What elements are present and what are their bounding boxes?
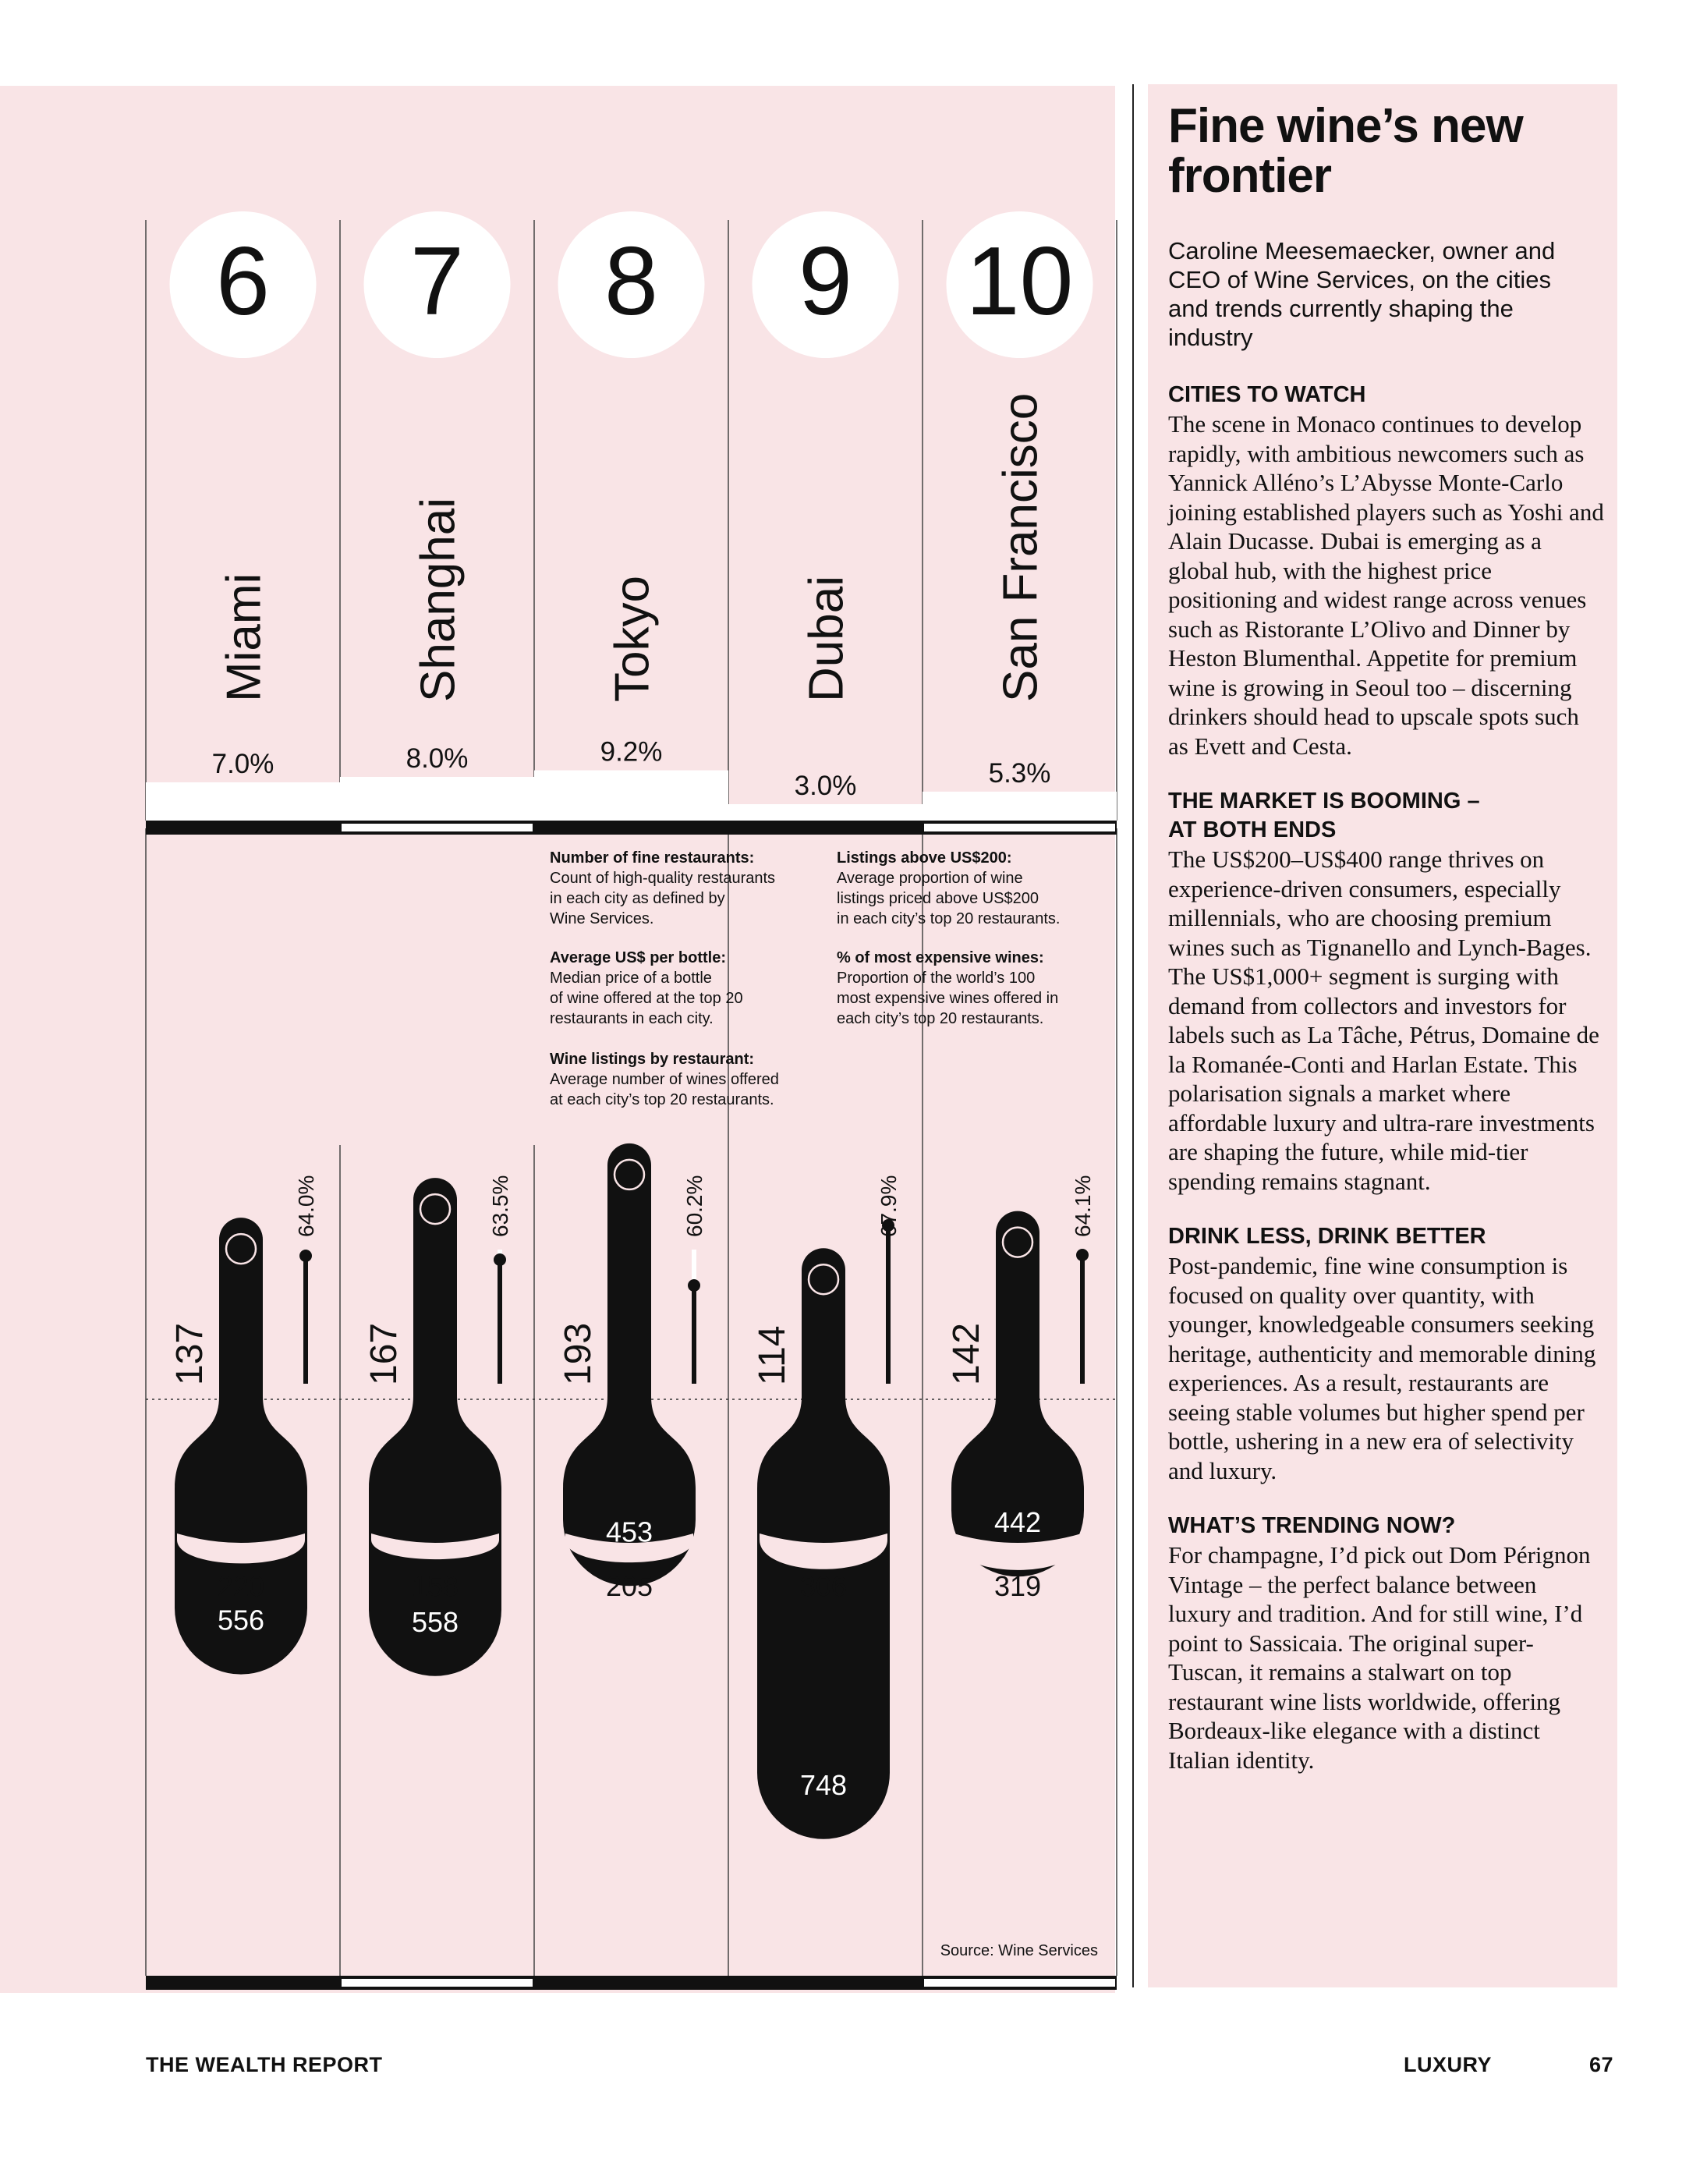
section-body: For champagne, I’d pick out Dom Pérignon Vintage – the perfect balance between luxury and tradition. And for still wine, I’d point to Sassicaia. The original super-Tuscan, it remains a stalwart on top restaurant wine lists worldwide, offering Bordeaux-like elegance with a distinct Italian identity. (1168, 1541, 1591, 1774)
rule-gap (924, 1979, 1115, 1987)
fine-restaurants-value: 137 (169, 1322, 211, 1385)
legend-text: listings priced above US$200 (837, 890, 1039, 907)
legend-text: Average proportion of wine (837, 870, 1023, 887)
legend-heading: Wine listings by restaurant: (550, 1051, 755, 1068)
legend-text: in each city as defined by (550, 890, 725, 907)
city-name: Tokyo (605, 576, 660, 702)
above-200-label: 64.1% (1071, 1175, 1095, 1237)
above-200-label: 60.2% (682, 1175, 707, 1237)
avg-price-value: 220 (217, 1570, 265, 1602)
article-sections (1168, 381, 1605, 1801)
legend-text: Proportion of the world’s 100 (837, 970, 1036, 987)
rank-number: 10 (965, 228, 1074, 335)
section-market-booming (1168, 787, 1605, 1196)
fine-restaurants-value: 167 (363, 1322, 405, 1385)
section-body: The scene in Monaco continues to develop rapidly, with ambitious newcomers such as Yannick Alléno’s L’Abysse Monte-Carlo joining established players such as Yoshi and Alain Ducasse. Dubai is emerging as a global hub, with the highest price positioning and widest range across venues such as Ristorante L’Olivo and Dinner by Heston Blumenthal. Appetite for premium wine is growing in Seoul too – discerning drinkers should head to upscale spots such as Evett and Cesta. (1168, 410, 1604, 760)
rank-number: 8 (604, 228, 658, 335)
source-note: Source: Wine Services (940, 1942, 1098, 1959)
legend-text: in each city’s top 20 restaurants. (837, 910, 1061, 927)
fine-restaurants-value: 193 (558, 1322, 599, 1385)
section-heading: CITIES TO WATCH (1168, 382, 1366, 407)
pct-expensive-bar (923, 792, 1117, 821)
rule-gap (342, 1979, 533, 1987)
pct-expensive-label: 8.0% (406, 743, 469, 774)
section-heading: WHAT’S TRENDING NOW? (1168, 1513, 1456, 1538)
legend-heading: Listings above US$200: (837, 849, 1012, 867)
avg-price-value: 158 (411, 1570, 459, 1602)
pct-expensive-label: 9.2% (600, 736, 663, 768)
footer-page-number: 67 (1589, 2053, 1614, 2076)
above-200-dot (688, 1279, 700, 1292)
pct-expensive-bar (534, 771, 728, 821)
legend-text: at each city’s top 20 restaurants. (550, 1091, 774, 1108)
section-trending-now (1168, 1512, 1605, 1774)
city-name: Dubai (799, 576, 854, 702)
rule-gap (342, 824, 533, 831)
pct-expensive-bar (146, 782, 340, 821)
above-200-label: 67.9% (877, 1175, 901, 1237)
legend-heading: Number of fine restaurants: (550, 849, 755, 867)
wine-listings-value: 442 (993, 1506, 1042, 1539)
fine-restaurants-value: 114 (752, 1325, 793, 1385)
article-intro: Caroline Meesemaecker, owner and CEO of Wine Services, on the cities and trends currently shaping the industry (1168, 237, 1556, 351)
avg-price-value: 205 (605, 1570, 653, 1602)
above-200-label: 64.0% (294, 1175, 318, 1237)
avg-price-value: 306 (799, 1570, 848, 1602)
section-drink-less (1168, 1222, 1605, 1485)
article-title: Fine wine’s new frontier (1168, 99, 1523, 203)
legend-text: Median price of a bottle (550, 970, 712, 987)
legend-text: each city’s top 20 restaurants. (837, 1010, 1044, 1027)
legend-heading: % of most expensive wines: (837, 949, 1044, 966)
rank-number: 9 (799, 228, 852, 335)
wine-listings-value: 558 (411, 1605, 459, 1638)
wine-listings-value: 453 (605, 1516, 653, 1548)
legend-text: restaurants in each city. (550, 1010, 714, 1027)
pct-expensive-bar (728, 804, 923, 821)
above-200-dot (494, 1253, 506, 1266)
section-body: Post-pandemic, fine wine consumption is focused on quality over quantity, with younger, knowledgeable consumers seeking heritage, authenticity and memorable dining experiences. As a result, restaurants are seeing stable volumes but higher spend per bottle, ushering in a new era of selectivity and luxury. (1168, 1252, 1596, 1484)
city-name: Miami (217, 573, 271, 702)
fine-restaurants-value: 142 (946, 1322, 987, 1385)
rule-gap (924, 824, 1115, 831)
legend-text: Wine Services. (550, 910, 654, 927)
legend-text: Count of high-quality restaurants (550, 870, 776, 887)
legend-text: Average number of wines offered (550, 1071, 779, 1088)
wine-listings-value: 556 (217, 1604, 265, 1636)
legend-text: of wine offered at the top 20 (550, 990, 743, 1007)
legend-heading: Average US$ per bottle: (550, 949, 726, 966)
above-200-label: 63.5% (488, 1175, 512, 1237)
wine-listings-value: 748 (799, 1768, 848, 1801)
pct-expensive-bar (340, 777, 534, 821)
pct-expensive-label: 5.3% (988, 757, 1051, 789)
city-name: San Francisco (993, 392, 1048, 702)
city-name: Shanghai (411, 497, 466, 702)
pct-expensive-label: 3.0% (794, 771, 857, 801)
rank-number: 6 (216, 228, 270, 335)
section-heading: THE MARKET IS BOOMING – AT BOTH ENDS (1168, 789, 1480, 842)
legend-text: most expensive wines offered in (837, 990, 1059, 1007)
avg-price-value: 319 (993, 1570, 1042, 1602)
above-200-dot (299, 1250, 312, 1262)
footer-section: LUXURY (1404, 2053, 1493, 2076)
rank-number: 7 (410, 228, 464, 335)
column-divider (1132, 84, 1134, 1987)
section-cities-to-watch (1168, 381, 1605, 760)
section-body: The US$200–US$400 range thrives on experience-driven consumers, especially millennials, who are choosing premium wines such as Tignanello and Lynch-Bages. The US$1,000+ segment is surging with demand from collectors and investors for labels such as La Tâche, Pétrus, Domaine de la Romanée-Conti and Harlan Estate. This polarisation signals a market where affordable luxury and ultra-rare investments are shaping the future, while mid-tier spending remains stagnant. (1168, 846, 1599, 1195)
pct-expensive-label: 7.0% (211, 749, 274, 779)
footer-publication: THE WEALTH REPORT (146, 2053, 383, 2076)
above-200-dot (1076, 1249, 1089, 1261)
section-heading: DRINK LESS, DRINK BETTER (1168, 1224, 1486, 1249)
